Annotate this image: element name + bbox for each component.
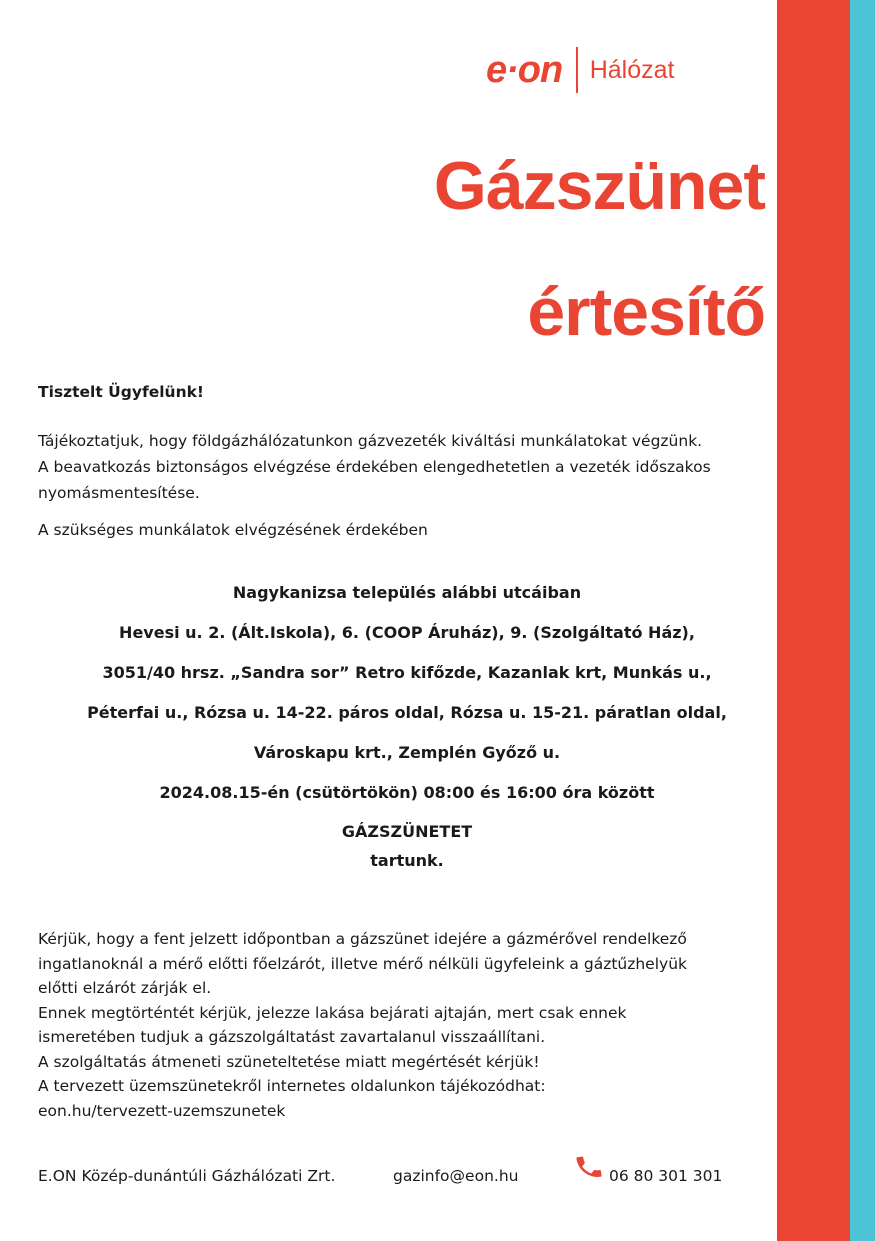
street-line: Péterfai u., Rózsa u. 14-22. páros oldal, Rózsa u. 15-21. páratlan oldal, — [87, 703, 727, 722]
street-line: Városkapu krt., Zemplén Győző u. — [253, 743, 561, 762]
instruction-line: A tervezett üzemszünetekről internetes oldalunkon tájékozódhat: — [38, 1077, 546, 1095]
cyan-stripe — [850, 0, 875, 1241]
phone-icon — [574, 1151, 604, 1183]
instruction-line: Kérjük, hogy a fent jelzett időpontban a gázszünet idejére a gázmérővel rendelkező — [38, 930, 687, 948]
street-line: 3051/40 hrsz. „Sandra sor” Retro kifőzde, Kazanlak krt, Munkás u., — [102, 663, 712, 682]
outage-verb: tartunk. — [370, 851, 444, 870]
email-link[interactable]: gazinfo@eon.hu — [393, 1167, 519, 1185]
logo-division: Hálózat — [589, 56, 675, 84]
eon-logo — [486, 46, 674, 94]
logo-wordmark: e·on — [486, 49, 563, 91]
outage-time: 2024.08.15-én (csütörtökön) 08:00 és 16:00 óra között — [159, 783, 655, 802]
instruction-line: előtti elzárót zárják el. — [38, 979, 212, 997]
purpose-text: A szükséges munkálatok elvégzésének érdekében — [38, 521, 428, 539]
instruction-line: ismeretében tudjuk a gázszolgáltatást zavartalanul visszaállítani. — [38, 1028, 546, 1046]
instruction-line: ingatlanoknál a mérő előtti főelzárót, illetve mérő nélküli ügyfeleink a gáztűzhelyük — [38, 954, 688, 973]
instruction-line: A szolgáltatás átmeneti szüneteltetése miatt megértését kérjük! — [38, 1052, 540, 1071]
location-heading: Nagykanizsa település alábbi utcáiban — [232, 583, 582, 602]
intro-line: nyomásmentesítése. — [38, 484, 200, 502]
title-line-1: Gázszünet — [433, 148, 765, 224]
instruction-line: Ennek megtörténtét kérjük, jelezze lakása bejárati ajtaján, mert csak ennek — [38, 1003, 627, 1022]
company-name: E.ON Közép-dunántúli Gázhálózati Zrt. — [38, 1167, 336, 1185]
intro-paragraph — [38, 428, 711, 506]
instructions-paragraph — [38, 927, 687, 1123]
outage-label: GÁZSZÜNETET — [341, 822, 473, 841]
intro-line: Tájékoztatjuk, hogy földgázhálózatunkon gázvezeték kiváltási munkálatokat végzünk. — [38, 432, 703, 450]
intro-line: A beavatkozás biztonságos elvégzése érdekében elengedhetetlen a vezeték időszakos — [38, 458, 711, 476]
outage-url-link[interactable]: eon.hu/tervezett-uzemszunetek — [38, 1101, 286, 1120]
greeting: Tisztelt Ügyfelünk! — [38, 383, 204, 401]
title-line-2: értesítő — [527, 274, 765, 350]
red-stripe — [777, 0, 850, 1241]
logo-divider — [576, 47, 578, 93]
street-line: Hevesi u. 2. (Ált.Iskola), 6. (COOP Áruház), 9. (Szolgáltató Ház), — [119, 623, 695, 642]
phone-number[interactable]: 06 80 301 301 — [609, 1167, 723, 1185]
